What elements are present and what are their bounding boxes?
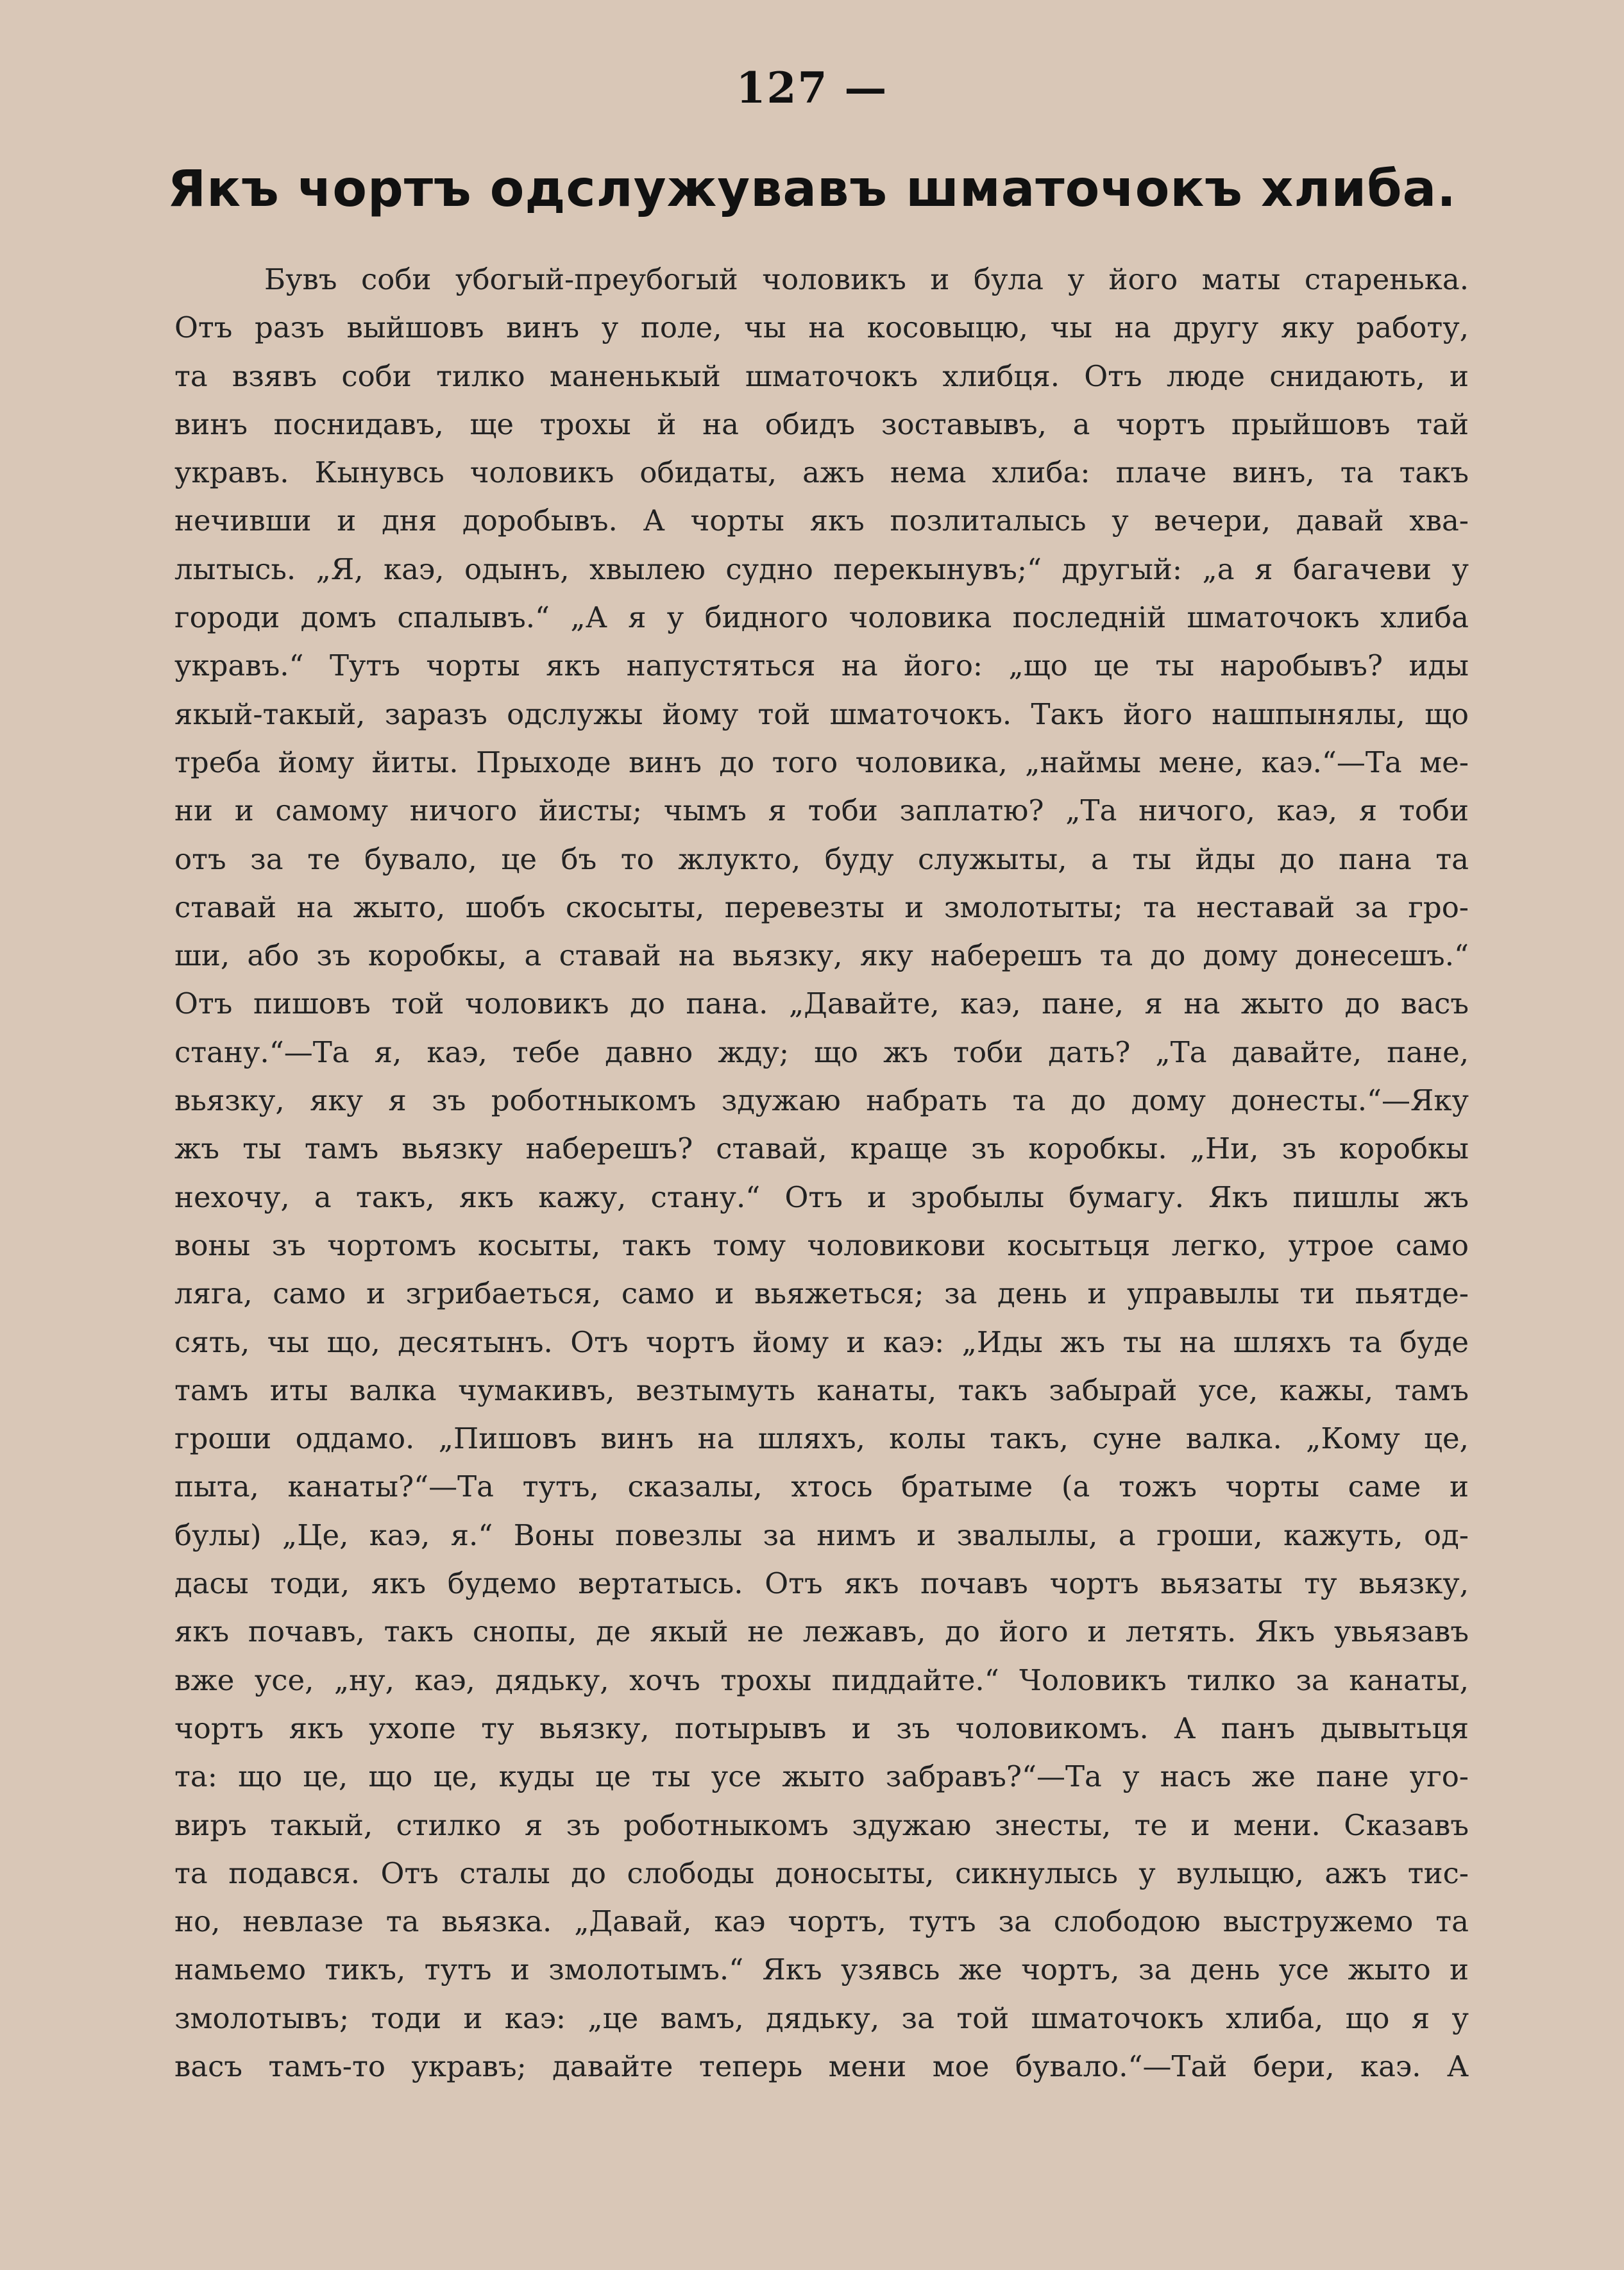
text-line: винъ поснидавъ, ще трохы й на обидъ зоставывъ, а чортъ прыйшовъ тай (174, 407, 1469, 441)
text-line: отъ за те бувало, це бъ то жлукто, буду служыты, а ты йды до пана та (174, 842, 1469, 876)
text-line: городи домъ спалывъ.“ „А я у бидного чоловика последній шматочокъ хлиба (174, 600, 1469, 635)
text-line: якъ почавъ, такъ снопы, де якый не лежавъ, до його и летять. Якъ увьязавъ (174, 1614, 1469, 1649)
text-line: тамъ иты валка чумакивъ, везтымуть канаты, такъ забырай усе, кажы, тамъ (174, 1373, 1469, 1407)
text-line: дасы тоди, якъ будемо вертатысь. Отъ якъ почавъ чортъ вьязаты ту вьязку, (174, 1566, 1469, 1601)
text-line: треба йому йиты. Прыходе винъ до того чоловика, „наймы мене, каэ.“—Та ме- (174, 745, 1469, 779)
text-line: та взявъ соби тилко маненькый шматочокъ хлибця. Отъ люде снидають, и (174, 359, 1469, 393)
page-number: 127 — (736, 63, 888, 113)
text-line: но, невлазе та вьязка. „Давай, каэ чортъ, тутъ за слободою выстружемо та (174, 1904, 1469, 1939)
text-line: виръ такый, стилко я зъ роботныкомъ здужаю знесты, те и мени. Сказавъ (174, 1808, 1469, 1842)
text-line: жъ ты тамъ вьязку наберешъ? ставай, краще зъ коробкы. „Ни, зъ коробкы (174, 1131, 1469, 1166)
text-line: Бувъ соби убогый-преубогый чоловикъ и була у його маты старенька. (264, 262, 1469, 296)
story-body (174, 255, 1469, 2090)
text-line: ляга, само и згрибаеться, само и вьяжеться; за день и управылы ти пьятде- (174, 1276, 1469, 1311)
text-line: лытысь. „Я, каэ, одынъ, хвылею судно перекынувъ;“ другый: „а я багачеви у (174, 552, 1469, 586)
text-line: якый-такый, заразъ одслужы йому той шматочокъ. Такъ його нашпынялы, що (174, 697, 1469, 731)
text-line: Отъ пишовъ той чоловикъ до пана. „Давайте, каэ, пане, я на жыто до васъ (174, 987, 1469, 1021)
text-line: та подався. Отъ сталы до слободы доносыты, сикнулысь у вулыцю, ажъ тис- (174, 1856, 1469, 1890)
story-title: Якъ чортъ одслужувавъ шматочокъ хлиба. (167, 160, 1457, 218)
text-line: васъ тамъ-то укравъ; давайте теперь мени мое бувало.“—Тай бери, каэ. А (174, 2049, 1469, 2083)
text-line: гроши оддамо. „Пишовъ винъ на шляхъ, колы такъ, суне валка. „Кому це, (174, 1421, 1469, 1456)
text-line: пыта, канаты?“—Та тутъ, сказалы, хтось братыме (а тожъ чорты саме и (174, 1470, 1469, 1504)
text-line: чортъ якъ ухопе ту вьязку, потырывъ и зъ чоловикомъ. А панъ дывытьця (174, 1711, 1469, 1745)
text-line: укравъ.“ Тутъ чорты якъ напустяться на його: „що це ты наробывъ? иды (174, 648, 1469, 683)
text-line: вьязку, яку я зъ роботныкомъ здужаю набрать та до дому донесты.“—Яку (174, 1083, 1469, 1118)
text-line: змолотывъ; тоди и каэ: „це вамъ, дядьку, за той шматочокъ хлиба, що я у (174, 2001, 1469, 2035)
text-line: Отъ разъ выйшовъ винъ у поле, чы на косовыцю, чы на другу яку работу, (174, 310, 1469, 345)
text-line: та: що це, що це, куды це ты усе жыто забравъ?“—Та у насъ же пане уго- (174, 1759, 1469, 1794)
text-line: сять, чы що, десятынъ. Отъ чортъ йому и каэ: „Иды жъ ты на шляхъ та буде (174, 1325, 1469, 1359)
text-line: укравъ. Кынувсь чоловикъ обидаты, ажъ нема хлиба: плаче винъ, та такъ (174, 455, 1469, 490)
text-line: ни и самому ничого йисты; чымъ я тоби заплатю? „Та ничого, каэ, я тоби (174, 793, 1469, 828)
text-line: ши, або зъ коробкы, а ставай на вьязку, яку наберешъ та до дому донесешъ.“ (174, 938, 1469, 973)
text-line: воны зъ чортомъ косыты, такъ тому чоловикови косытьця легко, утрое само (174, 1228, 1469, 1262)
text-line: булы) „Це, каэ, я.“ Воны повезлы за нимъ и звалылы, а гроши, кажуть, од- (174, 1518, 1469, 1552)
text-line: нехочу, а такъ, якъ кажу, стану.“ Отъ и зробылы бумагу. Якъ пишлы жъ (174, 1180, 1469, 1214)
text-line: ставай на жыто, шобъ скосыты, перевезты и змолотыты; та неставай за гро- (174, 890, 1469, 924)
text-line: намьемо тикъ, тутъ и змолотымъ.“ Якъ узявсь же чортъ, за день усе жыто и (174, 1952, 1469, 1987)
text-line: нечивши и дня доробывъ. А чорты якъ позлиталысь у вечери, давай хва- (174, 504, 1469, 538)
text-line: вже усе, „ну, каэ, дядьку, хочъ трохы пиддайте.“ Чоловикъ тилко за канаты, (174, 1663, 1469, 1697)
text-line: стану.“—Та я, каэ, тебе давно жду; що жъ тоби дать? „Та давайте, пане, (174, 1035, 1469, 1069)
